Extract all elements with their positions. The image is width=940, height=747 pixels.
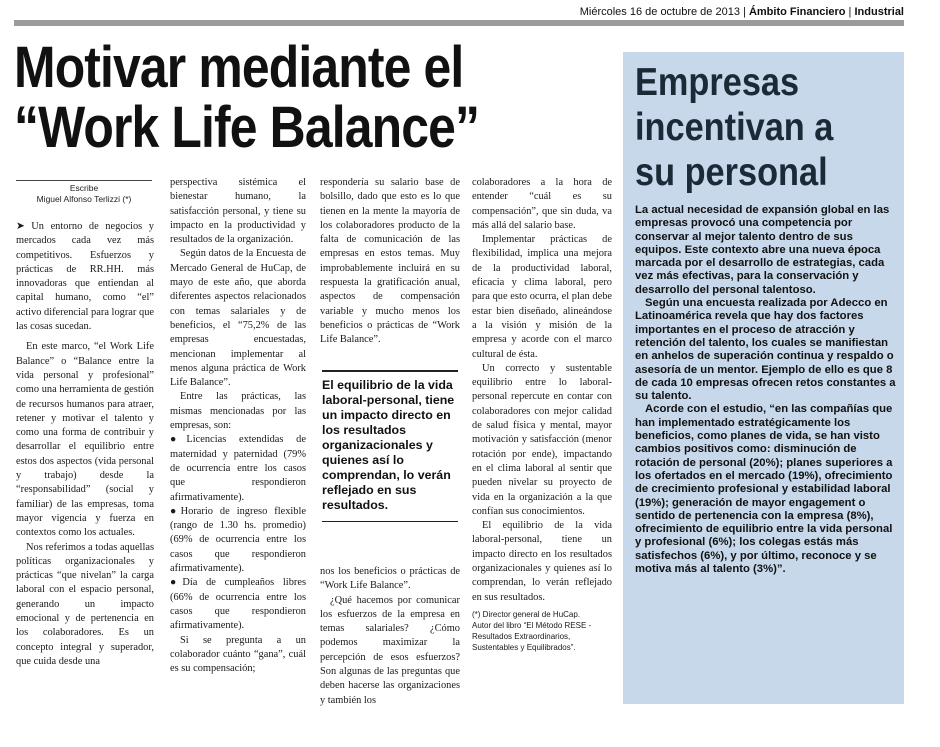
article-column-2	[170, 176, 306, 676]
list-item: ●Licencias extendidas de maternidad y paternidad (79% de ocurrencia entre los casos que respondieron afirmativamente).	[170, 434, 306, 503]
byline	[16, 180, 152, 205]
paragraph: ¿Qué hacemos por comunicar los esfuerzos de la empresa en temas salariales? ¿Cómo podemos maximizar la percepción de esos esfuerzos? Son algunas de las preguntas que deben hacerse las organizaciones y también los	[320, 594, 460, 706]
page-header: Miércoles 16 de octubre de 2013 | Ámbito Financiero | Industrial	[579, 6, 904, 18]
header-publication: Ámbito Financiero	[748, 6, 846, 18]
header-date: Miércoles 16 de octubre de 2013	[579, 6, 740, 18]
sidebar-paragraph: Según una encuesta realizada por Adecco en Latinoamérica revela que hay dos factores importantes en el proceso de atracción y retención del talento, los cuales se manifiestan en anhelos de superación continua y respaldo o asesoría de un mentor. Ejemplo de ello es que 8 de cada 10 empresas ofrecen retos constantes a su talento.	[635, 297, 896, 403]
sidebar-body	[635, 204, 897, 576]
byline-label: Escribe	[69, 183, 99, 193]
title-line-2: “Work Life Balance”	[14, 95, 480, 160]
author-note: Autor del libro “El Método RESE - Resultados Extraordinarios, Sustentables y Equilibrados”.	[472, 620, 592, 652]
article-column-3-bottom	[320, 565, 460, 708]
paragraph: En este marco, “el Work Life Balance” o “Balance entre la vida personal y profesional” como una herramienta de gestión de recursos humanos para atraer, retener y motivar el talento y como una forma de contribuir y desarrollar el equilibrio entre estos dos aspectos (vida personal y trabajo) desde la “responsabilidad” (social y familiar) de las empresas, toma mayor vigencia y fuerza en contextos como los actuales.	[16, 341, 154, 539]
paragraph: Implementar prácticas de flexibilidad, implica una mejora de la productividad laboral, eficacia y clima laboral, pero para que esto ocurra, el plan debe estar bien diseñado, alineándose a la visión y misión de la empresa y acorde con el marco cultural de ésta.	[472, 234, 612, 360]
author-note: (*) Director general de HuCap.	[472, 609, 581, 619]
paragraph: Un correcto y sustentable equilibrio entre lo laboral-personal repercute en contar con colaboradores con mejor calidad de salud física y mental, mayor motivación y satisfacción (menor rotación por ende), impactando en el clima laboral al sentir que pueden nivelar su proyecto de vida en la organización a la que confían sus conocimientos.	[472, 362, 612, 517]
sidebar-paragraph: La actual necesidad de expansión global en las empresas provocó una competencia por conservar al mejor talento dentro de sus equipos. Este contexto abre una nueva época marcada por el desarrollo de estrategias, cada vez más efectivas, para la conservación y desarrollo del personal talentoso.	[635, 204, 890, 296]
paragraph: Si se pregunta a un colaborador cuánto “gana”, cuál es su compensación;	[170, 634, 306, 675]
list-item: ●Horario de ingreso flexible (rango de 1.30 hs. promedio) (69% de ocurrencia entre los casos que respondieron afirmativamente).	[170, 505, 306, 575]
title-line-1: Motivar mediante el	[14, 35, 464, 100]
paragraph: El equilibrio de la vida laboral-personal, tiene un impacto directo en los resultados organizacionales y quienes así lo comprendan, lo verán reflejado en sus resultados.	[472, 520, 612, 603]
article-column-4	[472, 176, 612, 653]
paragraph: Según datos de la Encuesta de Mercado General de HuCap, de mayo de este año, que aborda diferentes aspectos relacionados con temas salariales y de beneficios, el “75,2% de las empresas encuestadas, mencionan implementar al menos alguna práctica de Work Life Balance”.	[170, 248, 306, 389]
article-title	[14, 35, 530, 160]
sidebar-title: Empresas incentivan a su personal	[635, 61, 834, 194]
author-notes	[472, 609, 612, 653]
article-column-1	[16, 220, 154, 669]
byline-author: Miguel Alfonso Terlizzi (*)	[36, 194, 132, 204]
top-rule	[14, 20, 904, 26]
paragraph: ➤ Un entorno de negocios y mercados cada vez más competitivos. Esfuerzos y prácticas de RR.HH. más innovadoras que entiendan al capital humano, como “el” activo diferencial para lograr que las cosas sucedan.	[16, 221, 154, 333]
paragraph: Entre las prácticas, las mismas mencionadas por las empresas, son:	[170, 391, 306, 432]
sidebar-paragraph: Acorde con el estudio, “en las compañías que han implementado estratégicamente los beneficios, como planes de vida, se han visto cambios positivos como: disminución de rotación de personal (20%); planes superiores a los ofertados en el mercado (19%), ofrecimiento de crecimiento profesional y estabilidad laboral (19%); generación de mayor engagement o sentido de pertenencia con la empresa (8%), ofrecimiento de equilibrio entre la vida personal y profesional (6%); los colegas estás más satisfechos (6%), y por último, reconoce y se motiva más al talento (3%)”.	[635, 403, 893, 576]
article-column-3-top	[320, 176, 460, 362]
header-section: Industrial	[854, 6, 904, 18]
paragraph: colaboradores a la hora de entender “cuál es su compensación”, que sin duda, va más allá del salario base.	[472, 177, 612, 231]
list-item: ●Día de cumpleaños libres (66% de ocurrencia entre los casos que respondieron afirmativamente).	[170, 577, 306, 632]
paragraph: respondería su salario base de bolsillo, dado que esto es lo que tienen en la mente la mayoría de los colaboradores producto de la falta de comunicación de las empresas en estos temas. Muy improbablemente incluirá en su respuesta la gratificación anual, aspectos de compensación variable y mucho menos los beneficios o prácticas de “Work Life Balance”.	[320, 177, 460, 346]
paragraph: nos los beneficios o prácticas de “Work Life Balance”.	[320, 566, 460, 592]
paragraph: perspectiva sistémica el bienestar humano, la satisfacción personal, y tiene su impacto en la productividad y resultados de la organización.	[170, 177, 306, 246]
pull-quote: El equilibrio de la vida laboral-personal, tiene un impacto directo en los resultados organizacionales y quienes así lo comprendan, lo verán reflejado en sus resultados.	[322, 370, 458, 522]
sidebar-box	[623, 52, 904, 704]
paragraph: Nos referimos a todas aquellas políticas organizacionales y prácticas “que nivelan” la carga laboral con el espacio personal, generando un impacto emocional y de pertenencia en los colaboradores. Es un concepto integral y superador, que cuida desde una	[16, 541, 154, 667]
